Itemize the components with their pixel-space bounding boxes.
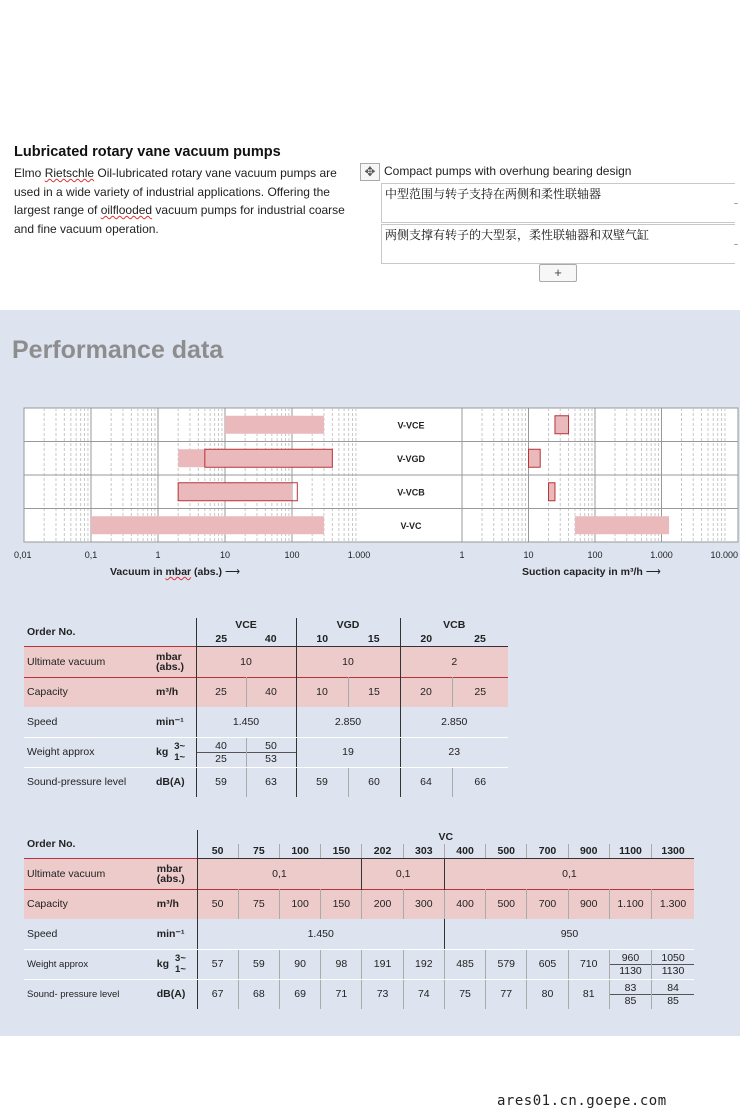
capacity-axis-title: Suction capacity in m³/h ⟶ <box>522 566 661 578</box>
capacity-bar <box>575 516 669 534</box>
x-tick-label: 10.000 <box>710 550 738 560</box>
size-header: 25 <box>196 632 246 646</box>
table-row: Capacity m³/h 50 75 100 150 200 300 400 500 700 900 1.100 1.300 <box>24 889 694 919</box>
series-label: V-VC <box>400 520 422 531</box>
vacuum-axis-title: Vacuum in mbar (abs.) ⟶ <box>110 566 241 578</box>
size-header: 15 <box>348 632 400 646</box>
spellcheck-word[interactable]: oilflooded <box>100 203 153 218</box>
capacity-bar <box>549 483 555 501</box>
capacity-bar <box>555 416 569 434</box>
table-edge-mark <box>734 244 738 245</box>
performance-panel <box>0 310 740 1036</box>
table-row: Speed min⁻¹ 1.450 950 <box>24 919 694 949</box>
section-title: Lubricated rotary vane vacuum pumps <box>14 144 281 160</box>
add-row-button[interactable]: + <box>539 264 577 282</box>
vacuum-bar <box>178 483 292 501</box>
order-no-label: Order No. <box>27 837 76 850</box>
x-tick-label: 1.000 <box>650 550 673 560</box>
vacuum-bar <box>91 516 324 534</box>
table-row: Sound- pressure level dB(A) 67 68 69 71 73 74 75 77 80 81 83 85 84 85 <box>24 979 694 1009</box>
table-row: Weight approx kg 3~ 1~ 40 25 50 53 19 23 <box>24 737 508 767</box>
x-tick-label: 100 <box>587 550 603 560</box>
size-header: 150 <box>321 844 362 858</box>
x-tick-label: 1.000 <box>347 550 371 560</box>
size-header: 75 <box>238 844 279 858</box>
table-row: Speed min⁻¹ 1.450 2.850 2.850 <box>24 707 508 737</box>
x-tick-label: 1 <box>155 550 161 560</box>
size-header: 500 <box>486 844 527 858</box>
size-header: 202 <box>362 844 403 858</box>
size-header: 400 <box>444 844 485 858</box>
watermark-url: ares01.cn.goepe.com <box>497 1093 667 1109</box>
size-header: 900 <box>568 844 609 858</box>
spec-table-1 <box>24 618 508 797</box>
vacuum-bar <box>178 449 332 467</box>
move-icon[interactable]: ✥ <box>360 163 380 181</box>
series-label: V-VCE <box>397 420 425 431</box>
note-cell-1[interactable]: 中型范围与转子支持在两侧和柔性联轴器 <box>381 183 735 223</box>
size-header: 40 <box>246 632 296 646</box>
capacity-bar <box>529 449 541 467</box>
table-row: Ultimate vacuum mbar (abs.) 0,1 0,1 0,1 <box>24 858 694 889</box>
table-row: Weight approx kg 3~ 1~ 57 59 90 98 191 192 485 579 605 710 960 1130 1050 1130 <box>24 949 694 979</box>
size-header: 100 <box>279 844 320 858</box>
size-header: 25 <box>452 632 508 646</box>
vacuum-bar <box>225 416 324 434</box>
x-tick-label: 10 <box>523 550 534 560</box>
performance-chart <box>0 402 740 592</box>
x-tick-label: 1 <box>459 550 465 560</box>
page-title: Performance data <box>12 336 224 364</box>
table-edge-mark <box>734 203 738 204</box>
spellcheck-word[interactable]: Rietschle <box>44 166 95 180</box>
table-row: Capacity m³/h 25 40 10 15 20 25 <box>24 677 508 707</box>
order-no-label: Order No. <box>27 625 76 638</box>
chart-svg <box>0 402 740 592</box>
group-header: VGD <box>296 618 400 632</box>
group-header: VCB <box>400 618 508 632</box>
x-tick-label: 0,1 <box>84 550 98 560</box>
table-row: Ultimate vacuum mbar (abs.) 10 10 2 <box>24 646 508 677</box>
size-header: 303 <box>403 844 444 858</box>
size-header: 20 <box>400 632 452 646</box>
size-header: 50 <box>197 844 238 858</box>
size-header: 700 <box>527 844 568 858</box>
size-header: 1300 <box>652 844 694 858</box>
group-header: VC <box>197 830 694 844</box>
size-header: 10 <box>296 632 348 646</box>
table-row: Sound-pressure level dB(A) 59 63 59 60 64 66 <box>24 767 508 797</box>
intro-paragraph: Elmo Rietschle Oil-lubricated rotary vane vacuum pumps are used in a wide variety of industrial applications. Offering the largest range of oilflooded vacuum pumps for industrial coarse and fine vacuum operation. <box>14 166 345 236</box>
group-header: VCE <box>196 618 296 632</box>
x-tick-label: 0,01 <box>14 550 32 560</box>
series-label: V-VCB <box>397 487 425 498</box>
design-heading: Compact pumps with overhung bearing design <box>384 164 632 178</box>
x-tick-label: 10 <box>219 550 231 560</box>
spec-table-2 <box>24 830 694 1009</box>
series-label: V-VGD <box>396 453 426 464</box>
size-header: 1100 <box>609 844 651 858</box>
x-tick-label: 100 <box>284 550 300 560</box>
note-cell-2[interactable]: 两侧支撑有转子的大型泵，柔性联轴器和双壁气缸 <box>381 224 735 264</box>
